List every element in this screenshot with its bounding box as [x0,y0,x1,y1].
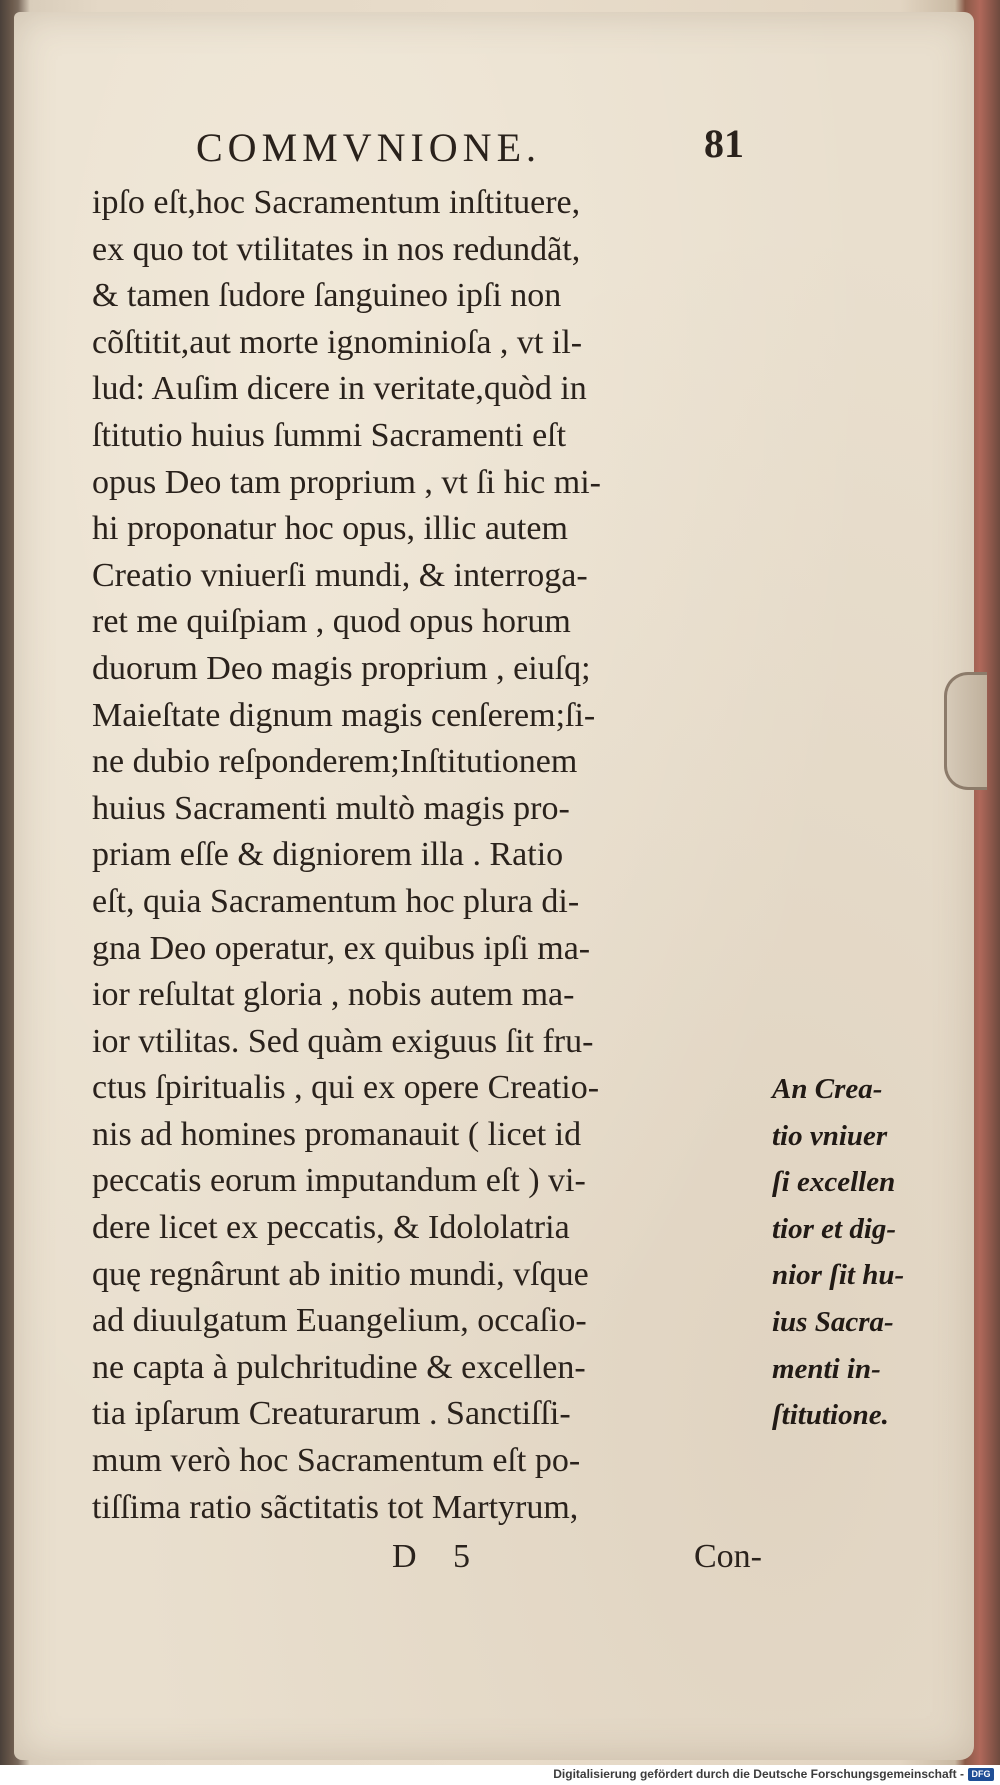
text-line: ex quo tot vtilitates in nos redundãt, [92,230,581,268]
text-line: nis ad homines promanauit ( licet id [92,1115,582,1153]
text-line: ctus ſpiritualis , qui ex opere Creatio- [92,1069,600,1107]
marginal-note-line: tio vniuer [772,1119,888,1152]
text-line: tia ipſarum Creaturarum . Sanctiſſi- [92,1395,571,1433]
signature-mark: D 5 [392,1538,485,1575]
text-line: cõſtitit,aut morte ignominioſa , vt il- [92,323,583,361]
marginal-note [772,1066,942,1439]
text-line: quę regnârunt ab initio mundi, vſque [92,1255,589,1293]
text-line: ne dubio reſponderem;Inſtitutionem [92,743,578,781]
marginal-note-line: tior et dig- [772,1212,897,1245]
credit-bar [0,1765,1000,1785]
body-text [92,180,772,1531]
book-clasp [944,672,987,790]
marginal-note-line: nior ſit hu- [772,1259,905,1292]
page-header [196,121,756,178]
running-head: COMMVNIONE. [196,125,541,170]
dfg-logo: DFG [968,1768,994,1781]
text-line: ad diuulgatum Euangelium, occaſio- [92,1302,587,1340]
text-line: huius Sacramenti multò magis pro- [92,789,570,827]
text-line: hi proponatur hoc opus, illic autem [92,510,568,548]
marginal-note-line: ius Sacra- [772,1305,894,1338]
text-line: lud: Auſim dicere in veritate,quòd in [92,370,587,408]
page-number: 81 [704,121,744,166]
text-line: mum verò hoc Sacramentum eſt po- [92,1442,581,1480]
marginal-note-line: menti in- [772,1352,881,1385]
marginal-note-line: An Crea- [772,1073,883,1105]
book-page [14,12,974,1760]
text-line: & tamen ſudore ſanguineo ipſi non [92,277,562,315]
text-line: ior reſultat gloria , nobis autem ma- [92,976,575,1014]
text-line: eſt, quia Sacramentum hoc plura di- [92,882,580,920]
credit-text: Digitalisierung gefördert durch die Deutsche Forschungsgemeinschaft - [553,1767,964,1781]
catchword: Con- [694,1538,762,1575]
text-line: ipſo eſt,hoc Sacramentum inſtituere, [92,184,581,221]
text-line: ne capta à pulchritudine & excellen- [92,1348,586,1386]
text-line: peccatis eorum imputandum eſt ) vi- [92,1162,586,1200]
text-line: ſtitutio huius ſummi Sacramenti eſt [92,416,567,454]
marginal-note-line: ſi excellen [772,1166,896,1199]
text-line: Maieſtate dignum magis cenſerem;ſi- [92,696,596,734]
text-line: ret me quiſpiam , quod opus horum [92,603,571,641]
text-line: duorum Deo magis proprium , eiuſq; [92,649,591,687]
text-line: priam eſſe & digniorem illa . Ratio [92,836,564,874]
text-line: Creatio vniuerſi mundi, & interroga- [92,556,588,594]
text-line: tiſſima ratio sãctitatis tot Martyrum, [92,1488,579,1526]
text-line: ior vtilitas. Sed quàm exiguus ſit fru- [92,1022,594,1060]
marginal-note-line: ſtitutione. [772,1399,889,1432]
text-line: dere licet ex peccatis, & Idololatria [92,1209,570,1247]
text-line: gna Deo operatur, ex quibus ipſi ma- [92,929,591,967]
page-footer [386,1538,766,1588]
text-line: opus Deo tam proprium , vt ſi hic mi- [92,463,601,501]
